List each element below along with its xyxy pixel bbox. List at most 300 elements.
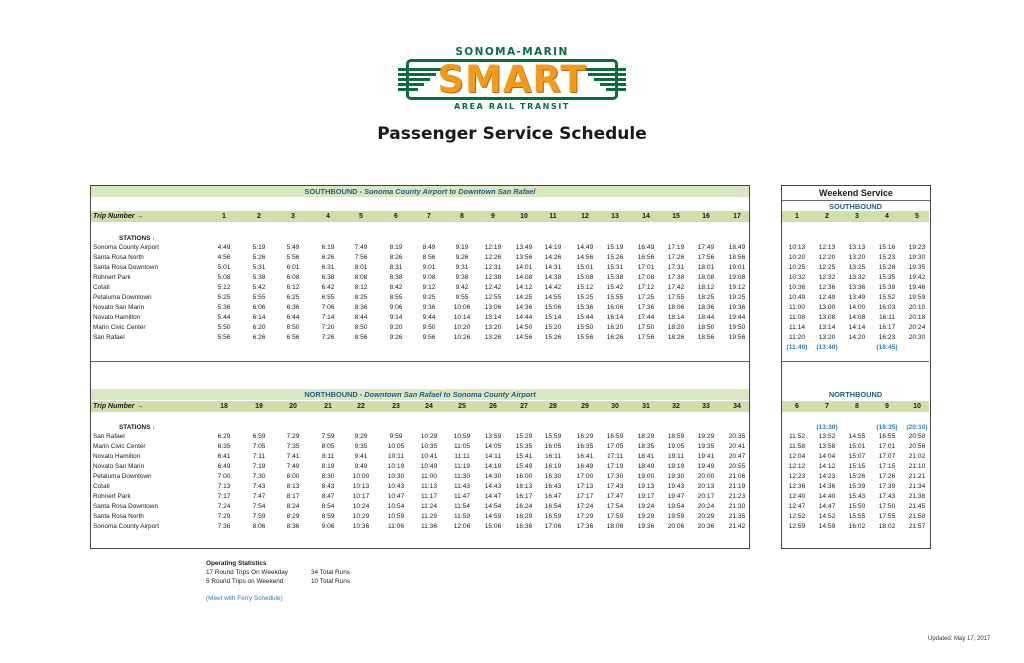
departure-time: 19:29 [697,433,715,440]
departure-time: 5:25 [217,294,231,301]
departure-time: 17:54 [606,503,624,510]
smart-logo [398,46,626,114]
departure-time: 19:29 [637,513,655,520]
departure-time: 14:12 [515,284,533,291]
departure-time: 13:20 [484,324,502,331]
departure-time: 20:29 [697,513,715,520]
departure-time: 7:24 [217,503,231,510]
departure-time: 17:05 [606,443,624,450]
departure-time: 8:30 [321,473,335,480]
departure-time: 21:30 [728,503,746,510]
trip-number: 15 [672,213,680,220]
departure-time: 16:41 [576,453,594,460]
ferry-connection-time: (13:30) [816,424,838,431]
trip-number: 8 [855,403,859,410]
departure-time: 17:47 [606,493,624,500]
departure-time: 12:25 [818,264,836,271]
departure-time: 8:08 [354,274,368,281]
departure-time: 18:12 [697,284,715,291]
departure-time: 7:17 [217,493,231,500]
departure-time: 8:24 [286,503,300,510]
trip-number-label: Trip Number → [93,213,144,220]
logo-bottom-text: AREA RAIL TRANSIT [454,102,570,111]
departure-time: 20:56 [908,443,926,450]
departure-time: 17:59 [606,513,624,520]
departure-time: 20:06 [667,523,685,530]
departure-time: 19:54 [667,503,685,510]
departure-time: 12:38 [484,274,502,281]
departure-time: 14:38 [544,274,562,281]
departure-time: 19:44 [728,314,746,321]
departure-time: 6:25 [286,294,300,301]
trip-number: 17 [733,213,741,220]
trip-number: 6 [394,213,398,220]
departure-time: 17:08 [637,274,655,281]
southbound-direction: SOUTHBOUND [304,187,358,196]
departure-time: 11:43 [453,483,470,490]
departure-time: 14:42 [544,284,562,291]
departure-time: 17:36 [637,304,655,311]
departure-time: 15:26 [848,473,866,480]
departure-time: 13:08 [818,314,836,321]
departure-time: 7:06 [321,304,335,311]
trip-number: 2 [825,213,829,220]
departure-time: 20:18 [908,314,926,321]
station-name: Petaluma Downtown [93,473,152,480]
trip-number: 1 [222,213,226,220]
northbound-route: Downtown San Rafael to Sonoma County Airport [364,390,536,399]
departure-time: 11:20 [788,334,805,341]
departure-time: 17:12 [637,284,655,291]
departure-time: 10:24 [352,503,370,510]
departure-time: 14:26 [544,254,562,261]
departure-time: 7:35 [286,443,300,450]
departure-time: 18:01 [697,264,715,271]
departure-time: 7:59 [321,433,335,440]
trip-number: 8 [460,213,464,220]
departure-time: 8:17 [286,493,300,500]
departure-time: 13:00 [818,304,836,311]
departure-time: 5:56 [217,334,231,341]
departure-time: 19:42 [908,274,926,281]
departure-time: 10:49 [420,463,438,470]
departure-time: 16:24 [515,503,533,510]
departure-time: 17:01 [878,443,896,450]
departure-time: 9:41 [354,453,368,460]
departure-time: 14:49 [576,244,594,251]
departure-time: 9:49 [354,463,368,470]
station-name: Novato San Marin [93,304,145,311]
trip-number: 29 [581,403,589,410]
southbound-stations-label: STATIONS ↓ [119,235,156,242]
departure-time: 16:35 [576,443,594,450]
departure-time: 12:59 [788,523,806,530]
departure-time: 18:49 [728,244,746,251]
departure-time: 18:44 [697,314,715,321]
departure-time: 5:49 [286,244,300,251]
departure-time: 10:32 [788,274,806,281]
trip-number: 30 [611,403,619,410]
ferry-legend: (Meet with Ferry Schedule) [206,595,283,602]
departure-time: 19:35 [697,443,715,450]
departure-time: 7:14 [321,314,335,321]
departure-time: 8:19 [389,244,403,251]
departure-time: 7:41 [286,453,300,460]
departure-time: 16:59 [606,433,624,440]
departure-time: 16:56 [637,254,655,261]
departure-time: 18:06 [667,304,685,311]
departure-time: 15:29 [515,433,533,440]
departure-time: 15:25 [576,294,594,301]
departure-time: 16:23 [878,334,896,341]
departure-time: 17:19 [667,244,685,251]
departure-time: 6:59 [252,433,266,440]
station-name: San Rafael [93,334,125,341]
departure-time: 9:01 [422,264,436,271]
stats-title: Operating Statistics [206,560,267,567]
departure-time: 15:20 [544,324,562,331]
departure-time: 6:55 [321,294,335,301]
departure-time: 15:01 [576,264,594,271]
departure-time: 14:12 [818,463,836,470]
departure-time: 19:50 [728,324,746,331]
departure-time: 10:14 [453,314,471,321]
departure-time: 10:30 [387,473,405,480]
departure-time: 11:00 [788,304,805,311]
departure-time: 11:36 [420,523,437,530]
departure-time: 15:55 [848,513,866,520]
departure-time: 17:36 [576,523,594,530]
departure-time: 8:12 [354,284,368,291]
departure-time: 11:59 [453,513,470,520]
departure-time: 17:19 [606,463,624,470]
departure-time: 12:40 [788,493,806,500]
departure-time: 16:20 [606,324,624,331]
departure-time: 16:00 [515,473,533,480]
trip-number: 3 [291,213,295,220]
departure-time: 5:55 [252,294,266,301]
departure-time: 14:50 [515,324,533,331]
departure-time: 18:14 [667,314,685,321]
departure-time: 12:19 [484,244,502,251]
departure-time: 17:00 [576,473,594,480]
departure-time: 17:56 [697,254,715,261]
departure-time: 8:36 [354,304,368,311]
departure-time: 15:41 [515,453,533,460]
departure-time: 15:39 [878,284,896,291]
departure-time: 13:52 [818,433,836,440]
departure-time: 14:55 [848,433,866,440]
ferry-connection-time: (16:45) [876,344,898,351]
departure-time: 17:50 [637,324,655,331]
departure-time: 17:13 [576,483,594,490]
departure-time: 14:08 [515,274,533,281]
departure-time: 6:49 [217,463,231,470]
departure-time: 17:55 [667,294,685,301]
departure-time: 10:29 [420,433,438,440]
station-name: Novato Hamilton [93,453,141,460]
departure-time: 15:42 [606,284,624,291]
departure-time: 6:14 [252,314,266,321]
departure-time: 14:14 [848,324,866,331]
departure-time: 9:26 [389,334,403,341]
departure-time: 8:54 [321,503,335,510]
departure-time: 9:25 [422,294,436,301]
trip-number-label: Trip Number → [93,403,144,410]
departure-time: 13:49 [848,294,866,301]
departure-time: 17:38 [667,274,685,281]
departure-time: 4:49 [217,244,231,251]
departure-time: 18:02 [878,523,896,530]
departure-time: 17:56 [637,334,655,341]
departure-time: 11:29 [420,513,437,520]
departure-time: 6:20 [252,324,266,331]
station-name: Santa Rosa North [93,513,144,520]
departure-time: 17:49 [697,244,715,251]
trip-number: 9 [491,213,495,220]
departure-time: 16:05 [544,443,562,450]
departure-time: 10:29 [352,513,370,520]
ferry-connection-time: (13:40) [816,344,838,351]
departure-time: 17:07 [878,453,896,460]
departure-time: 14:36 [818,483,836,490]
departure-time: 8:44 [354,314,368,321]
departure-time: 16:11 [544,453,561,460]
departure-time: 12:20 [818,254,836,261]
departure-time: 15:14 [544,314,562,321]
departure-time: 6:56 [286,334,300,341]
departure-time: 15:52 [878,294,896,301]
trip-number: 7 [427,213,431,220]
departure-time: 17:26 [878,473,896,480]
logo-top-text: SONOMA-MARIN [455,46,569,58]
departure-time: 19:01 [728,264,746,271]
departure-time: 10:49 [788,294,806,301]
departure-time: 14:00 [848,304,866,311]
departure-time: 8:43 [321,483,335,490]
departure-time: 5:26 [252,254,266,261]
departure-time: 6:06 [252,304,266,311]
trip-number: 3 [855,213,859,220]
departure-time: 15:36 [576,304,594,311]
departure-time: 7:29 [217,513,231,520]
departure-time: 12:13 [818,244,836,251]
departure-time: 6:08 [286,274,300,281]
departure-time: 15:49 [515,463,533,470]
ferry-connection-time: (16:35) [876,424,898,431]
departure-time: 21:45 [908,503,926,510]
departure-time: 6:50 [286,324,300,331]
southbound-header [91,186,749,197]
departure-time: 15:12 [576,284,594,291]
departure-time: 10:11 [387,453,404,460]
departure-time: 7:29 [286,433,300,440]
departure-time: 11:54 [453,503,470,510]
departure-time: 17:29 [576,513,594,520]
updated-date: Updated: May 17, 2017 [928,636,991,642]
station-name: Petaluma Downtown [93,294,152,301]
departure-time: 20:55 [728,463,746,470]
departure-time: 20:10 [908,304,926,311]
departure-time: 12:52 [788,513,806,520]
departure-time: 10:54 [387,503,405,510]
departure-time: 8:56 [354,334,368,341]
departure-time: 10:59 [387,513,405,520]
departure-time: 21:34 [908,483,926,490]
departure-time: 9:36 [422,304,436,311]
trip-number: 12 [581,213,589,220]
departure-time: 8:26 [389,254,403,261]
departure-time: 8:06 [252,523,266,530]
ferry-connection-time: (20:10) [906,424,928,431]
departure-time: 8:05 [321,443,335,450]
trip-number: 22 [357,403,365,410]
trip-number: 2 [257,213,261,220]
departure-time: 19:24 [637,503,655,510]
stats-weekday-runs: 34 Total Runs [311,569,350,576]
departure-time: 12:26 [484,254,502,261]
weekend-northbound-label: NORTHBOUND [782,389,929,400]
departure-time: 13:26 [484,334,502,341]
departure-time: 16:03 [878,304,896,311]
departure-time: 13:25 [848,264,866,271]
departure-time: 8:49 [422,244,436,251]
departure-time: 17:50 [878,503,896,510]
departure-time: 15:55 [606,294,624,301]
station-name: Marin Civic Center [93,443,146,450]
station-name: Sonoma County Airport [93,244,160,251]
departure-time: 17:30 [606,473,624,480]
departure-time: 8:55 [389,294,403,301]
departure-time: 19:59 [908,294,926,301]
departure-time: 18:50 [697,324,715,331]
departure-time: 15:19 [606,244,624,251]
departure-time: 11:58 [788,443,805,450]
departure-time: 12:42 [484,284,502,291]
departure-time: 15:28 [878,264,896,271]
trip-number: 4 [326,213,330,220]
departure-time: 6:41 [217,453,231,460]
departure-time: 11:06 [387,523,404,530]
departure-time: 21:35 [728,513,746,520]
departure-time: 17:31 [667,264,685,271]
departure-time: 10:17 [352,493,370,500]
departure-time: 15:50 [848,503,866,510]
departure-time: 15:26 [544,334,562,341]
departure-time: 18:35 [637,443,655,450]
departure-time: 15:50 [576,324,594,331]
departure-time: 7:43 [252,483,266,490]
departure-time: 13:20 [848,254,866,261]
departure-time: 16:06 [606,304,624,311]
trip-number: 10 [913,403,921,410]
trip-number: 28 [549,403,557,410]
departure-time: 14:56 [515,334,533,341]
departure-time: 11:13 [420,483,437,490]
departure-time: 19:47 [667,493,685,500]
departure-time: 15:08 [576,274,594,281]
departure-time: 10:36 [788,284,806,291]
departure-time: 17:26 [667,254,685,261]
departure-time: 10:43 [387,483,405,490]
southbound-trip-number-row [91,211,749,222]
departure-time: 15:43 [848,493,866,500]
page-title: Passenger Service Schedule [377,124,647,144]
trip-number: 19 [255,403,263,410]
northbound-direction: NORTHBOUND [304,390,358,399]
departure-time: 19:49 [697,463,715,470]
departure-time: 12:12 [788,463,806,470]
departure-time: 10:20 [788,254,806,261]
departure-time: 20:13 [697,483,715,490]
southbound-route: Sonoma County Airport to Downtown San Rafael [364,187,536,196]
departure-time: 6:44 [286,314,300,321]
departure-time: 8:01 [354,264,368,271]
departure-time: 14:19 [544,244,562,251]
departure-time: 6:19 [321,244,335,251]
departure-time: 16:47 [544,493,562,500]
departure-time: 13:20 [818,334,836,341]
weekend-schedule-panel [781,185,931,549]
departure-time: 16:43 [544,483,562,490]
departure-time: 8:29 [286,513,300,520]
station-name: Rohnert Park [93,274,131,281]
departure-time: 10:00 [352,473,370,480]
trip-number: 34 [733,403,741,410]
departure-time: 15:26 [606,254,624,261]
departure-time: 14:47 [484,493,502,500]
departure-time: 15:06 [544,304,562,311]
departure-time: 15:15 [848,463,866,470]
departure-time: 8:38 [389,274,403,281]
departure-time: 7:19 [252,463,266,470]
departure-time: 13:59 [484,433,502,440]
departure-time: 20:50 [908,433,926,440]
departure-time: 18:36 [697,304,715,311]
departure-time: 8:42 [389,284,403,291]
departure-time: 21:06 [728,473,746,480]
departure-time: 13:14 [818,324,836,331]
trip-number: 33 [702,403,710,410]
trip-number: 13 [611,213,619,220]
departure-time: 16:29 [576,433,594,440]
departure-time: 21:02 [908,453,926,460]
departure-time: 14:04 [818,453,836,460]
departure-time: 10:25 [788,264,806,271]
departure-time: 7:49 [286,463,300,470]
departure-time: 16:30 [544,473,562,480]
departure-time: 13:14 [484,314,502,321]
departure-time: 10:35 [420,443,438,450]
northbound-trip-number-row [91,401,749,412]
weekend-northbound-trip-row [782,401,929,412]
departure-time: 14:59 [818,523,836,530]
trip-number: 24 [425,403,433,410]
departure-time: 13:49 [515,244,533,251]
departure-time: 17:43 [878,493,896,500]
departure-time: 9:29 [354,433,368,440]
departure-time: 21:42 [728,523,746,530]
station-name: Novato San Marin [93,463,145,470]
departure-time: 9:55 [455,294,469,301]
departure-time: 5:19 [252,244,266,251]
departure-time: 8:31 [389,264,403,271]
departure-time: 10:59 [453,433,471,440]
departure-time: 14:01 [515,264,533,271]
departure-time: 7:36 [217,523,231,530]
departure-time: 14:08 [848,314,866,321]
departure-time: 7:30 [252,473,266,480]
